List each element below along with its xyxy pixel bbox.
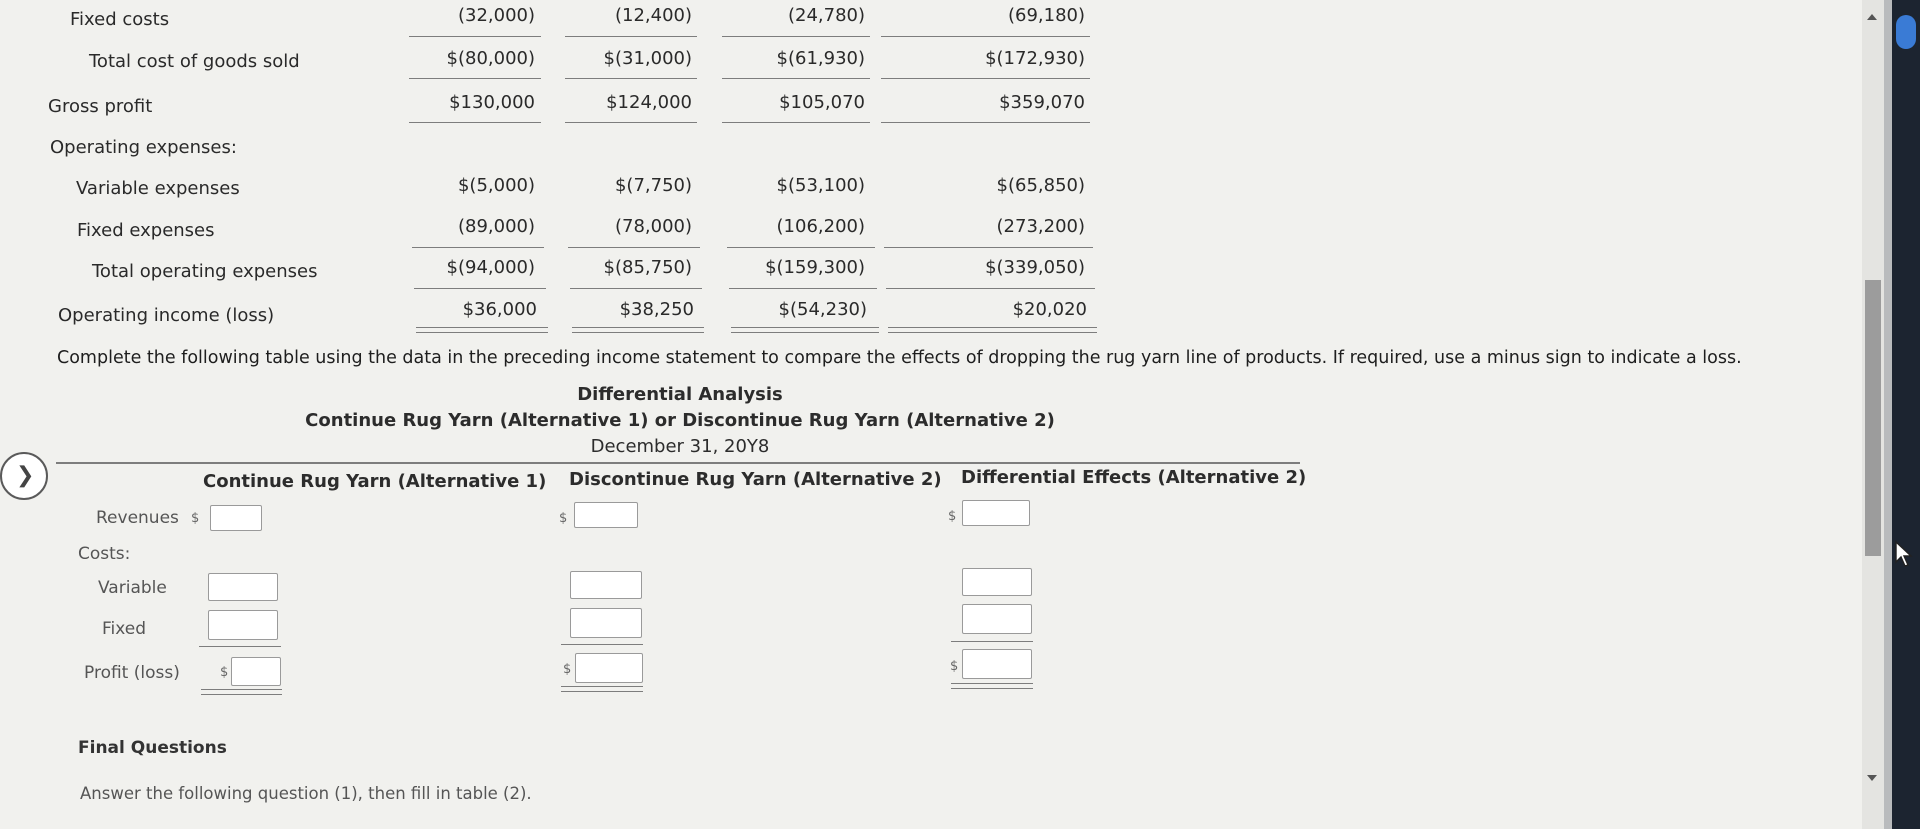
analysis-title: Differential Analysis: [577, 384, 783, 405]
total-cogs-col4: $(172,930): [985, 48, 1085, 69]
right-dark-strip: [1892, 0, 1920, 829]
double-rule: [561, 686, 643, 692]
panel-toggle-button[interactable]: [0, 452, 48, 500]
operating-income-col2: $38,250: [619, 299, 694, 320]
double-rule: [201, 689, 282, 695]
rule: [886, 288, 1095, 289]
gross-profit-col3: $105,070: [779, 92, 865, 113]
fixed-expenses-col1: (89,000): [457, 216, 535, 237]
rule: [722, 78, 870, 79]
gross-profit-col4: $359,070: [999, 92, 1085, 113]
dollar-sign: $: [950, 659, 959, 674]
rule: [951, 641, 1033, 642]
operating-income-col3: $(54,230): [778, 299, 867, 320]
rule: [199, 646, 281, 647]
rule: [881, 78, 1090, 79]
col-header-discontinue: Discontinue Rug Yarn (Alternative 2): [569, 469, 942, 490]
gross-profit-col1: $130,000: [449, 92, 535, 113]
col-header-continue: Continue Rug Yarn (Alternative 1): [203, 471, 547, 492]
operating-income-col4: $20,020: [1012, 299, 1087, 320]
double-rule: [951, 683, 1033, 689]
scrollbar-thumb[interactable]: [1865, 280, 1881, 556]
variable-expenses-col4: $(65,850): [996, 175, 1085, 196]
alt1-profit-input[interactable]: [231, 657, 281, 686]
row-label-fixed-costs: Fixed costs: [70, 9, 170, 30]
fixed-expenses-col2: (78,000): [614, 216, 692, 237]
rule: [570, 288, 702, 289]
fixed-expenses-col3: (106,200): [776, 216, 865, 237]
profit-loss-label: Profit (loss): [84, 663, 180, 683]
fixed-label: Fixed: [102, 619, 147, 639]
dollar-sign: $: [191, 511, 200, 526]
alt2-profit-input[interactable]: [575, 653, 643, 683]
rule: [409, 36, 541, 37]
dollar-sign: $: [948, 509, 957, 524]
fixed-costs-col2: (12,400): [614, 5, 692, 26]
rule: [722, 36, 870, 37]
rule: [561, 644, 643, 645]
variable-expenses-col2: $(7,750): [614, 175, 692, 196]
final-questions-text: Answer the following question (1), then fill in table (2).: [80, 784, 532, 803]
double-rule: [416, 327, 548, 333]
rule: [414, 288, 546, 289]
rule: [565, 122, 697, 123]
chevron-right-icon: ❯: [16, 463, 35, 488]
diff-variable-input[interactable]: [962, 568, 1032, 596]
double-rule: [888, 327, 1097, 333]
triangle-down-icon[interactable]: [1867, 775, 1877, 781]
header-rule: [56, 462, 1300, 464]
total-cogs-col2: $(31,000): [603, 48, 692, 69]
triangle-up-icon[interactable]: [1867, 14, 1877, 20]
rule: [727, 247, 875, 248]
revenues-label: Revenues: [96, 508, 179, 528]
diff-profit-input[interactable]: [962, 649, 1032, 679]
rule: [881, 122, 1090, 123]
variable-expenses-col1: $(5,000): [457, 175, 535, 196]
row-label-gross-profit: Gross profit: [48, 96, 153, 117]
rule: [409, 122, 541, 123]
fixed-expenses-col4: (273,200): [996, 216, 1085, 237]
operating-income-col1: $36,000: [462, 299, 537, 320]
row-label-operating-expenses: Operating expenses:: [50, 137, 237, 158]
dollar-sign: $: [220, 665, 229, 680]
row-label-total-cogs: Total cost of goods sold: [89, 51, 300, 72]
dollar-sign: $: [559, 511, 568, 526]
row-label-total-operating-expenses: Total operating expenses: [92, 261, 318, 282]
rule: [568, 247, 700, 248]
app-badge-icon: [1896, 15, 1916, 49]
total-opex-col4: $(339,050): [985, 257, 1085, 278]
rule: [565, 36, 697, 37]
row-label-variable-expenses: Variable expenses: [76, 178, 240, 199]
total-cogs-col1: $(80,000): [446, 48, 535, 69]
total-cogs-col3: $(61,930): [776, 48, 865, 69]
alt2-variable-input[interactable]: [570, 571, 642, 599]
variable-label: Variable: [98, 578, 167, 598]
rule: [722, 122, 870, 123]
variable-expenses-col3: $(53,100): [776, 175, 865, 196]
double-rule: [731, 327, 879, 333]
alt2-fixed-input[interactable]: [570, 608, 642, 638]
col-header-differential: Differential Effects (Alternative 2): [961, 467, 1307, 488]
instruction-text: Complete the following table using the data in the preceding income statement to compare the effects of dropping the rug yarn line of products. If required, use a minus sign to indicate a loss.: [57, 348, 1742, 368]
rule: [409, 78, 541, 79]
analysis-subtitle: Continue Rug Yarn (Alternative 1) or Discontinue Rug Yarn (Alternative 2): [305, 410, 1055, 431]
analysis-date: December 31, 20Y8: [590, 436, 770, 457]
fixed-costs-col1: (32,000): [457, 5, 535, 26]
alt1-fixed-input[interactable]: [208, 610, 278, 640]
gross-profit-col2: $124,000: [606, 92, 692, 113]
diff-fixed-input[interactable]: [962, 604, 1032, 634]
mouse-pointer-icon: [1894, 540, 1916, 568]
total-opex-col1: $(94,000): [446, 257, 535, 278]
alt1-revenues-input[interactable]: [210, 505, 262, 531]
row-label-operating-income: Operating income (loss): [58, 305, 275, 326]
rule: [412, 247, 544, 248]
fixed-costs-col4: (69,180): [1007, 5, 1085, 26]
double-rule: [572, 327, 704, 333]
costs-label: Costs:: [78, 544, 131, 564]
dollar-sign: $: [563, 662, 572, 677]
final-questions-heading: Final Questions: [78, 738, 227, 758]
total-opex-col2: $(85,750): [603, 257, 692, 278]
total-opex-col3: $(159,300): [765, 257, 865, 278]
rule: [884, 247, 1093, 248]
row-label-fixed-expenses: Fixed expenses: [77, 220, 215, 241]
fixed-costs-col3: (24,780): [787, 5, 865, 26]
diff-revenues-input[interactable]: [962, 500, 1030, 526]
alt1-variable-input[interactable]: [208, 573, 278, 601]
rule: [729, 288, 877, 289]
alt2-revenues-input[interactable]: [574, 502, 638, 528]
rule: [881, 36, 1090, 37]
rule: [565, 78, 697, 79]
